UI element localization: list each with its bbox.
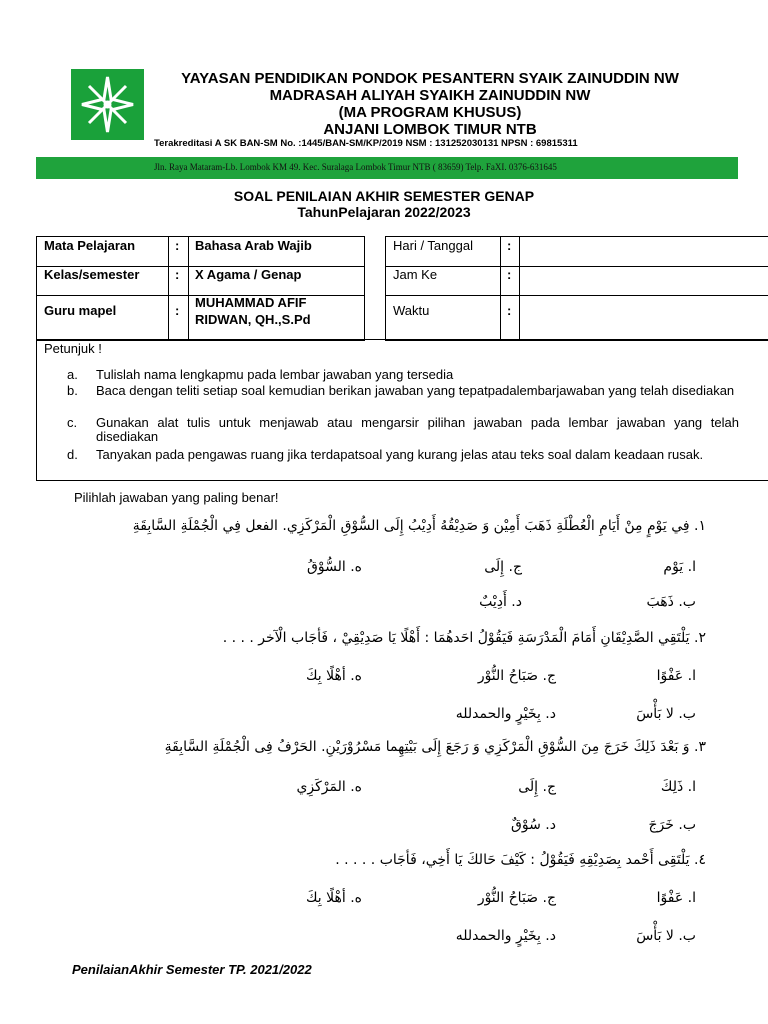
answer-option[interactable]: ا. يَوْم <box>663 559 696 575</box>
answer-option[interactable]: ب. خَرَجَ <box>648 817 696 833</box>
colon: : <box>175 267 180 282</box>
foundation-name: YAYASAN PENDIDIKAN PONDOK PESANTERN SYAIK ZAINUDDIN NW <box>181 70 679 87</box>
answer-option[interactable]: د. سُوْقٌ <box>511 817 556 833</box>
instruction-marker: a. <box>67 367 78 382</box>
question-text: ١. فِي يَوْمٍ مِنْ أَيَامِ الْعُطْلَةِ ذَهَبَ أَمِيْن وَ صَدِيْقُهُ أَدِيْبُ إِلَى السُّوْقِ الْمَرْكَزِي. الفعل فِي الْجُمْلَةِ السَّابِقَةِ <box>132 518 706 534</box>
school-location: ANJANI LOMBOK TIMUR NTB <box>323 121 537 138</box>
teacher-value-2: RIDWAN, QH.,S.Pd <box>195 312 311 327</box>
answer-option[interactable]: ه. أهْلًا بِكَ <box>305 668 362 684</box>
answer-option[interactable]: ج. إِلَى <box>484 559 522 575</box>
answer-option[interactable]: ج. صَبَاحُ النُّوْر <box>477 890 556 906</box>
page-footer: PenilaianAkhir Semester TP. 2021/2022 <box>72 962 312 977</box>
time-label: Waktu <box>393 303 430 318</box>
exam-year: TahunPelajaran 2022/2023 <box>297 204 471 220</box>
answer-option[interactable]: ب. ذَهَبَ <box>646 594 696 610</box>
class-value: X Agama / Genap <box>195 267 302 282</box>
date-label: Hari / Tanggal <box>393 238 473 253</box>
instructions-heading: Petunjuk ! <box>44 341 102 356</box>
address-text: Jln. Raya Mataram-Lb. Lombok KM 49. Kec. Suralaga Lombok Timur NTB ( 83659) Telp. FaXI. 0376-631645 <box>154 162 557 172</box>
teacher-label: Guru mapel <box>44 303 117 318</box>
answer-option[interactable]: ب. لا بَأْسَ <box>636 928 696 944</box>
question-text: ٢. يَلْتَقِي الصَّدِيْقَانِ أَمَامَ الْمَدْرَسَةِ فَيَقُوْلُ احَدهُمَا : أَهْلًا يَا صَدِيْقِيْ ، فَأجَاب الْآخر . . . . <box>222 630 706 646</box>
answer-option[interactable]: ا. عَفْوًا <box>656 668 696 684</box>
answer-option[interactable]: ج. صَبَاحُ النُّوْر <box>477 668 556 684</box>
colon: : <box>507 267 512 282</box>
star-emblem-icon <box>71 69 144 140</box>
colon: : <box>175 238 180 253</box>
answer-prompt: Pilihlah jawaban yang paling benar! <box>74 490 279 505</box>
instruction-text: Tulislah nama lengkapmu pada lembar jawaban yang tersedia <box>96 367 454 382</box>
answer-option[interactable]: د. بِخَيْرٍ والحمدلله <box>455 706 556 722</box>
colon: : <box>507 303 512 318</box>
school-logo <box>71 69 144 140</box>
answer-option[interactable]: ه. أهْلًا بِكَ <box>305 890 362 906</box>
instruction-text: Tanyakan pada pengawas ruang jika terdapatsoal yang kurang jelas atau teks soal dalam keadaan rusak. <box>96 447 704 462</box>
subject-label: Mata Pelajaran <box>44 238 136 253</box>
accreditation-line: Terakreditasi A SK BAN-SM No. :1445/BAN-SM/KP/2019 NSM : 131252030131 NPSN : 69815311 <box>154 138 578 149</box>
teacher-value-1: MUHAMMAD AFIF <box>195 295 307 310</box>
answer-option[interactable]: ب. لا بَأْسَ <box>636 706 696 722</box>
answer-option[interactable]: ه. السُّوْقُ <box>307 559 362 575</box>
answer-option[interactable]: د. أَدِيْبٌ <box>479 594 522 610</box>
colon: : <box>175 303 180 318</box>
exam-title: SOAL PENILAIAN AKHIR SEMESTER GENAP <box>233 188 535 204</box>
question-text: ٣. وَ بَعْدَ ذَلِكَ خَرَجَ مِنَ السُّوْقِ الْمَرْكَزِي وَ رَجَعَ إِلَى بَيْتِهِما مَسْرُوْرَيْنِ. الحَرْفُ فِى الْجُمْلَةِ السَّابِقَةِ <box>164 739 706 755</box>
answer-option[interactable]: ا. عَفْوًا <box>656 890 696 906</box>
instruction-marker: d. <box>67 447 78 462</box>
instruction-text: Baca dengan teliti setiap soal kemudian berikan jawaban yang tepatpadalembarjawaban yang telah disediakan <box>96 383 735 398</box>
program-name: (MA PROGRAM KHUSUS) <box>338 104 522 121</box>
answer-option[interactable]: ا. ذَلِكَ <box>660 779 696 795</box>
school-name: MADRASAH ALIYAH SYAIKH ZAINUDDIN NW <box>269 87 591 104</box>
answer-option[interactable]: ج. إِلَى <box>518 779 556 795</box>
subject-value: Bahasa Arab Wajib <box>195 238 312 253</box>
colon: : <box>507 238 512 253</box>
instruction-marker: b. <box>67 383 78 398</box>
question-text: ٤. يَلْتَقِى أَحْمد بِصَدِيْقِهِ فَيَقُوْلُ : كَيْفَ حَالكَ يَا أَخِي، فَأجَاب . . . . . <box>335 852 706 868</box>
period-label: Jam Ke <box>393 267 438 282</box>
answer-option[interactable]: ه. المَرْكَزِي <box>296 779 362 795</box>
address-band <box>36 157 738 179</box>
instruction-marker: c. <box>67 415 78 430</box>
class-label: Kelas/semester <box>44 267 140 282</box>
instruction-text: Gunakan alat tulis untuk menjawab atau mengarsir pilihan jawaban pada lembar jawaban yang telah disediakan <box>96 415 739 444</box>
answer-option[interactable]: د. بِخَيْرٍ والحمدلله <box>455 928 556 944</box>
